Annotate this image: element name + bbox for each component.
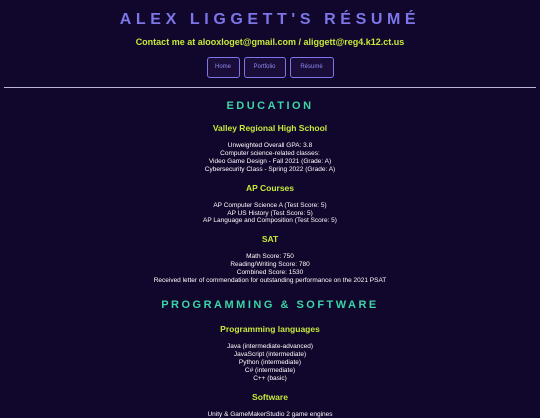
detail-line: Cybersecurity Class - Spring 2022 (Grade: A) <box>0 166 540 174</box>
page-title: ALEX LIGGETT'S RÉSUMÉ <box>0 0 540 29</box>
detail-line: AP Computer Science A (Test Score: 5) <box>0 202 540 210</box>
nav-resume-button[interactable]: Résumé <box>290 57 334 78</box>
software-heading: Software <box>0 392 540 402</box>
nav-bar <box>0 57 540 78</box>
detail-line: Java (intermediate-advanced) <box>0 343 540 351</box>
section-programming-heading: PROGRAMMING & SOFTWARE <box>0 299 540 312</box>
divider <box>4 87 536 88</box>
detail-line: Python (intermediate) <box>0 359 540 367</box>
detail-line: Received letter of commendation for outstanding performance on the 2021 PSAT <box>0 277 540 285</box>
detail-line: Reading/Writing Score: 780 <box>0 261 540 269</box>
sat-details <box>0 253 540 285</box>
languages-list <box>0 343 540 383</box>
detail-line: Unweighted Overall GPA: 3.8 <box>0 142 540 150</box>
section-education-heading: EDUCATION <box>0 100 540 113</box>
detail-line: C++ (basic) <box>0 375 540 383</box>
detail-line: Video Game Design - Fall 2021 (Grade: A) <box>0 158 540 166</box>
school-name: Valley Regional High School <box>0 123 540 133</box>
nav-portfolio-button[interactable]: Portfolio <box>244 57 286 78</box>
nav-home-button[interactable]: Home <box>207 57 240 78</box>
detail-line: Combined Score: 1530 <box>0 269 540 277</box>
detail-line: JavaScript (intermediate) <box>0 351 540 359</box>
sat-heading: SAT <box>0 234 540 244</box>
school-details <box>0 142 540 174</box>
detail-line: AP Language and Composition (Test Score: 5) <box>0 217 540 225</box>
ap-courses-list <box>0 202 540 226</box>
software-list <box>0 411 540 418</box>
detail-line: AP US History (Test Score: 5) <box>0 210 540 218</box>
ap-courses-heading: AP Courses <box>0 183 540 193</box>
detail-line: Computer science-related classes: <box>0 150 540 158</box>
languages-heading: Programming languages <box>0 324 540 334</box>
detail-line: Math Score: 750 <box>0 253 540 261</box>
detail-line: C# (intermediate) <box>0 367 540 375</box>
contact-line: Contact me at alooxloget@gmail.com / aliggett@reg4.k12.ct.us <box>0 37 540 48</box>
detail-line: Unity & GameMakerStudio 2 game engines <box>0 411 540 418</box>
